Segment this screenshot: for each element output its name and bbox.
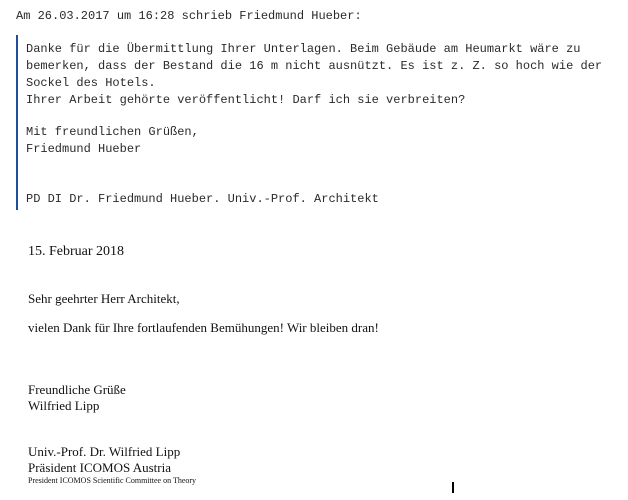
quote-body-line: Ihrer Arbeit gehörte veröffentlicht! Darf ich sie verbreiten? xyxy=(26,93,466,107)
reply-salutation: Sehr geehrter Herr Architekt, xyxy=(28,291,180,306)
signature-name: Univ.-Prof. Dr. Wilfried Lipp xyxy=(28,444,181,459)
quote-signature: PD DI Dr. Friedmund Hueber. Univ.-Prof. Architekt xyxy=(26,192,379,206)
signature-title: Präsident ICOMOS Austria xyxy=(28,460,171,475)
quote-header: Am 26.03.2017 um 16:28 schrieb Friedmund Hueber: xyxy=(16,9,362,23)
text-cursor xyxy=(452,482,454,493)
quote-body-line: Danke für die Übermittlung Ihrer Unterlagen. Beim Gebäude am Heumarkt wäre zu xyxy=(26,42,581,56)
reply-date: 15. Februar 2018 xyxy=(28,244,125,259)
quote-body-line: bemerken, dass der Bestand die 16 m nicht ausnützt. Es ist z. Z. so hoch wie der xyxy=(26,59,603,73)
quote-closing-name: Friedmund Hueber xyxy=(26,142,142,156)
reply-body: vielen Dank für Ihre fortlaufenden Bemühungen! Wir bleiben dran! xyxy=(28,320,379,335)
signature-subtitle: President ICOMOS Scientific Committee on Theory xyxy=(28,476,197,485)
reply-closing: Freundliche Grüße xyxy=(28,382,126,397)
quote-closing: Mit freundlichen Grüßen, xyxy=(26,125,199,139)
quote-body-line: Sockel des Hotels. xyxy=(26,76,156,90)
quoted-message xyxy=(16,35,618,210)
reply-closing-name: Wilfried Lipp xyxy=(28,398,100,413)
